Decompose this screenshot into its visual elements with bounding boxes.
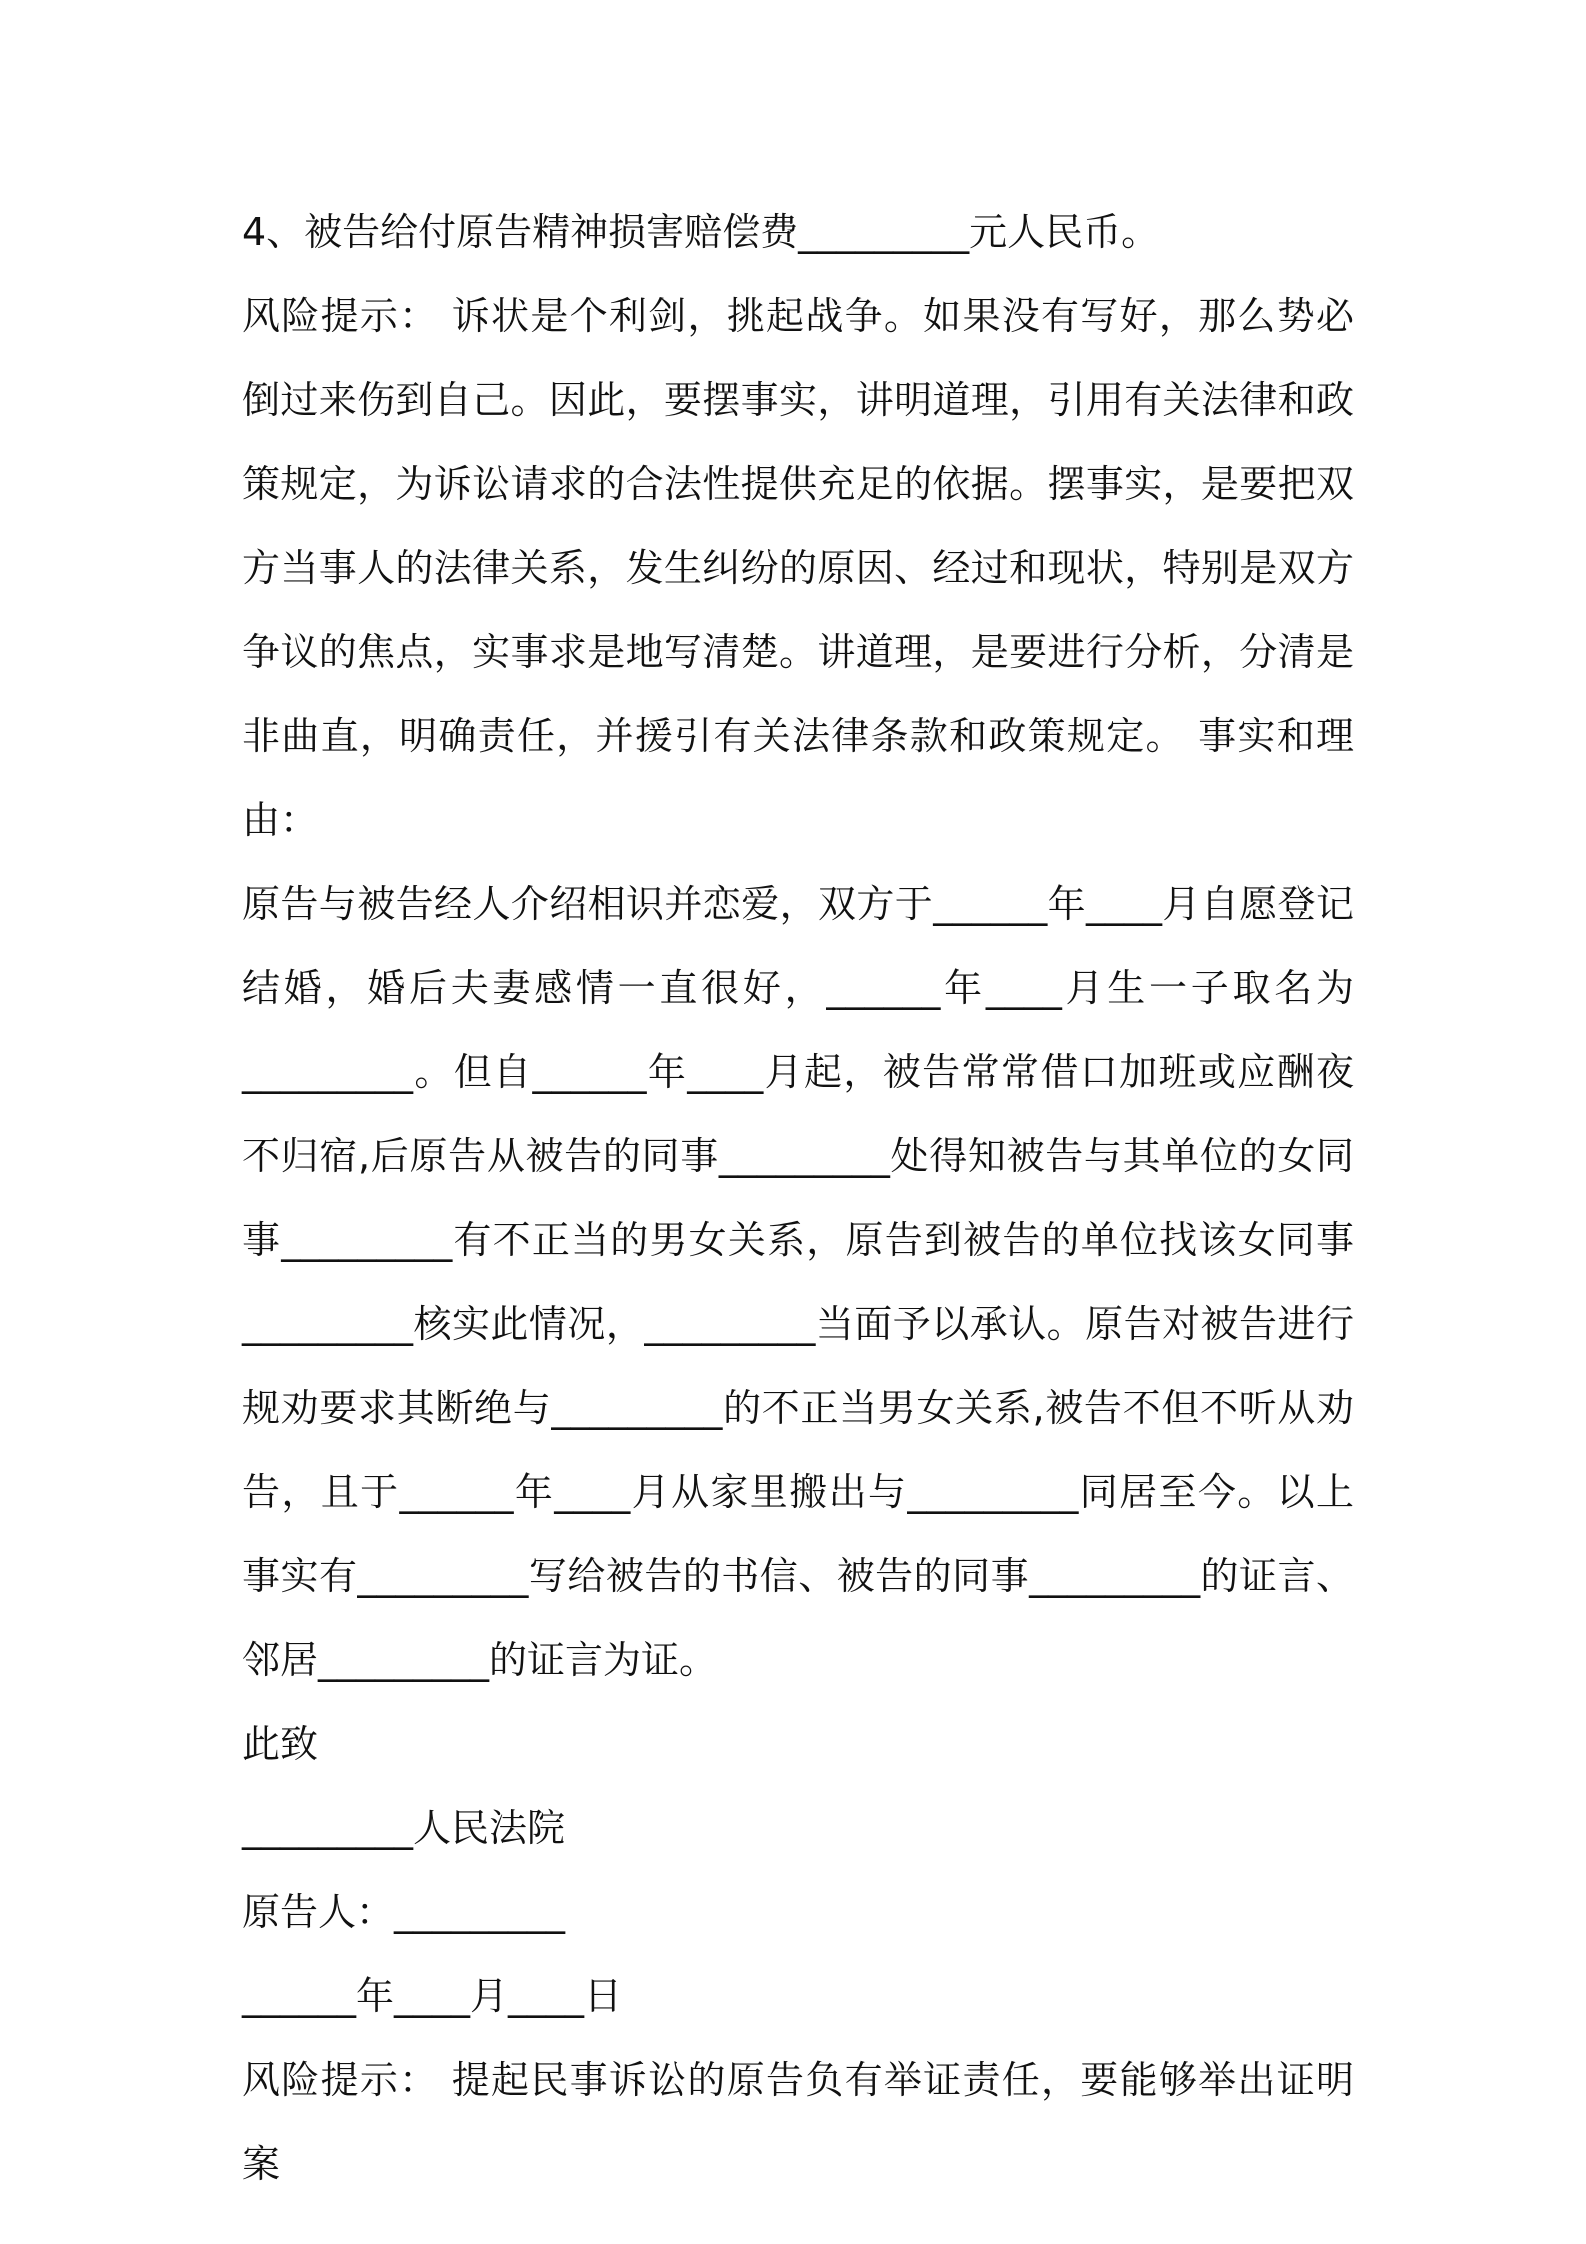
facts-line: _________。但自______年____月起，被告常常借口加班或应酬夜 xyxy=(242,1050,1354,1094)
facts-line: 原告与被告经人介绍相识并恋爱，双方于______年____月自愿登记 xyxy=(242,882,1354,926)
claim-item-4: 4、被告给付原告精神损害赔偿费_________元人民币。 xyxy=(242,210,1160,254)
facts-line: 事_________有不正当的男女关系，原告到被告的单位找该女同事 xyxy=(242,1218,1354,1262)
risk-note-paragraph: 风险提示： 诉状是个利剑，挑起战争。如果没有写好，那么势必倒过来伤到自己。因此，要摆事实，讲明道理，引用有关法律和政策规定，为诉讼请求的合法性提供充足的依据。摆事实，是要把双方当事人的法律关系，发生纠纷的原因、经过和现状，特别是双方争议的焦点，实事求是地写清楚。讲道理，是要进行分析，分清是非曲直，明确责任，并援引有关法律条款和政策规定。 事实和理由： xyxy=(242,294,1354,842)
facts-line: _________核实此情况，_________当面予以承认。原告对被告进行 xyxy=(242,1302,1354,1346)
court-name-line: _________人民法院 xyxy=(242,1806,566,1850)
plaintiff-signature-line: 原告人：_________ xyxy=(242,1890,566,1934)
date-line: ______年____月____日 xyxy=(242,1974,623,2018)
facts-line: 邻居_________的证言为证。 xyxy=(242,1638,718,1682)
facts-paragraph xyxy=(242,862,1354,1702)
facts-line: 不归宿,后原告从被告的同事_________处得知被告与其单位的女同 xyxy=(242,1134,1354,1178)
facts-line: 规劝要求其断绝与_________的不正当男女关系,被告不但不听从劝 xyxy=(242,1386,1354,1430)
facts-line: 事实有_________写给被告的书信、被告的同事_________的证言、 xyxy=(242,1554,1354,1598)
facts-line: 告，且于______年____月从家里搬出与_________同居至今。以上 xyxy=(242,1470,1354,1514)
risk-note-paragraph-2: 风险提示： 提起民事诉讼的原告负有举证责任，要能够举出证明案 xyxy=(242,2058,1354,2186)
facts-line: 结婚，婚后夫妻感情一直很好，______年____月生一子取名为 xyxy=(242,966,1354,1010)
document-body xyxy=(242,190,1354,2206)
closing-salutation: 此致 xyxy=(242,1722,319,1766)
